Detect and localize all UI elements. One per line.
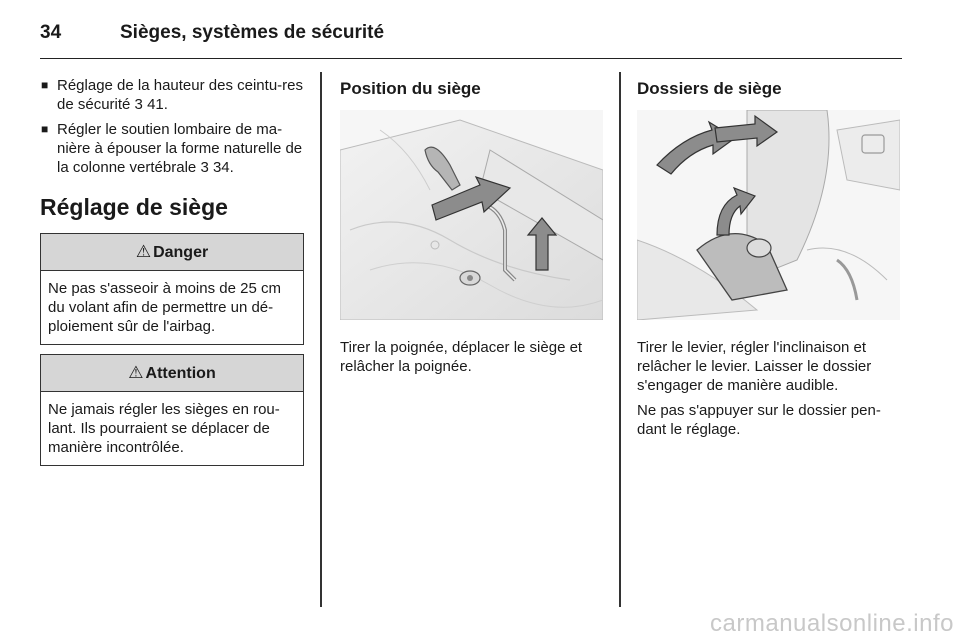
attention-box	[40, 354, 304, 466]
bullet-square-icon: ■	[41, 78, 49, 92]
column-divider-2	[619, 72, 621, 607]
arrow-ref-icon: 3	[200, 159, 209, 176]
attention-header	[41, 355, 303, 392]
page-number: 34	[40, 22, 62, 43]
warning-triangle-icon: ⚠	[128, 363, 144, 382]
list-item	[40, 76, 304, 114]
column-left	[40, 76, 304, 475]
seat-backrest-illustration	[637, 110, 900, 320]
bullet-text: Régler le soutien lombaire de ma-nière à épouser la forme naturelle de la colonne vertébrale	[57, 121, 303, 176]
danger-title: Danger	[153, 244, 209, 261]
section-title: Réglage de siège	[40, 194, 228, 220]
seat-backrest-text-2: Ne pas s'appuyer sur le dossier pen-dant le réglage.	[637, 402, 881, 438]
column-right	[637, 76, 901, 439]
page-header	[40, 18, 902, 59]
bullet-text: Réglage de la hauteur des ceintu-res de sécurité	[57, 77, 303, 113]
warning-triangle-icon: ⚠	[135, 242, 152, 261]
list-item	[40, 120, 304, 177]
column-middle	[340, 76, 603, 376]
attention-text: Ne jamais régler les sièges en rou-lant. Ils pourraient se déplacer de manière incontrôlée.	[48, 401, 280, 456]
danger-box	[40, 233, 304, 345]
bullet-list	[40, 76, 304, 177]
seat-position-text: Tirer la poignée, déplacer le siège et relâcher la poignée.	[340, 339, 583, 375]
page-reference[interactable]: 34.	[212, 159, 234, 176]
danger-text: Ne pas s'asseoir à moins de 25 cm du volant afin de permettre un dé-ploiement sûr de l'airbag.	[48, 280, 281, 335]
chapter-title: Sièges, systèmes de sécurité	[120, 22, 385, 43]
bullet-square-icon: ■	[41, 122, 49, 136]
attention-title: Attention	[145, 365, 216, 382]
seat-backrest-text-1: Tirer le levier, régler l'inclinaison et relâcher le levier. Laisser le dossier s'engager de manière audible.	[637, 339, 872, 394]
arrow-ref-icon: 3	[134, 96, 143, 113]
seat-backrest-title: Dossiers de siège	[637, 79, 782, 98]
seat-position-illustration	[340, 110, 603, 320]
page-reference[interactable]: 41.	[147, 96, 168, 113]
column-divider-1	[320, 72, 322, 607]
danger-header	[41, 234, 303, 271]
watermark: carmanualsonline.info	[710, 610, 954, 637]
seat-position-title: Position du siège	[340, 79, 481, 98]
